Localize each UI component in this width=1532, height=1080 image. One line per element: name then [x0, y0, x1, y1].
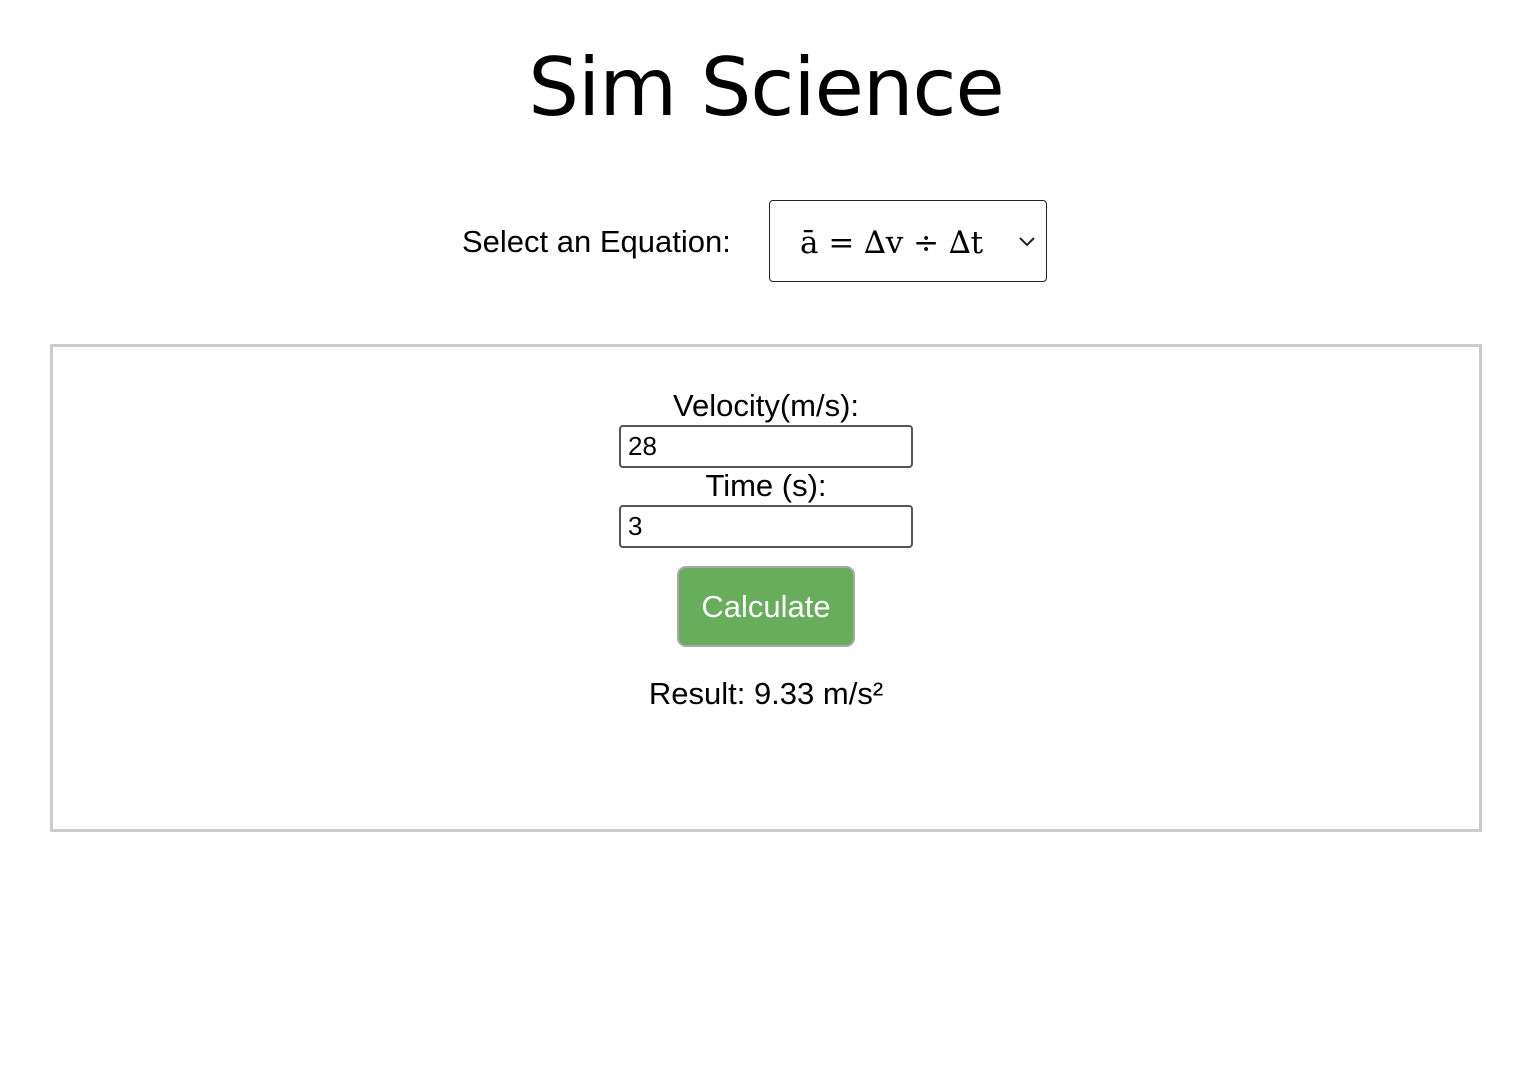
page-title: Sim Science [528, 41, 1004, 134]
velocity-label: Velocity(m/s): [672, 388, 860, 423]
time-input[interactable] [619, 505, 913, 548]
calculate-button[interactable]: Calculate [677, 566, 855, 647]
equation-selector-row [0, 200, 1532, 284]
equation-selector-label: Select an Equation: [462, 224, 731, 259]
chevron-down-icon [1018, 233, 1036, 249]
time-label: Time (s): [705, 468, 827, 503]
equation-select[interactable] [769, 200, 1047, 282]
equation-select-value: ā = ∆v ÷ ∆t [800, 225, 984, 261]
velocity-input[interactable] [619, 425, 913, 468]
result-text: Result: 9.33 m/s² [648, 676, 884, 711]
